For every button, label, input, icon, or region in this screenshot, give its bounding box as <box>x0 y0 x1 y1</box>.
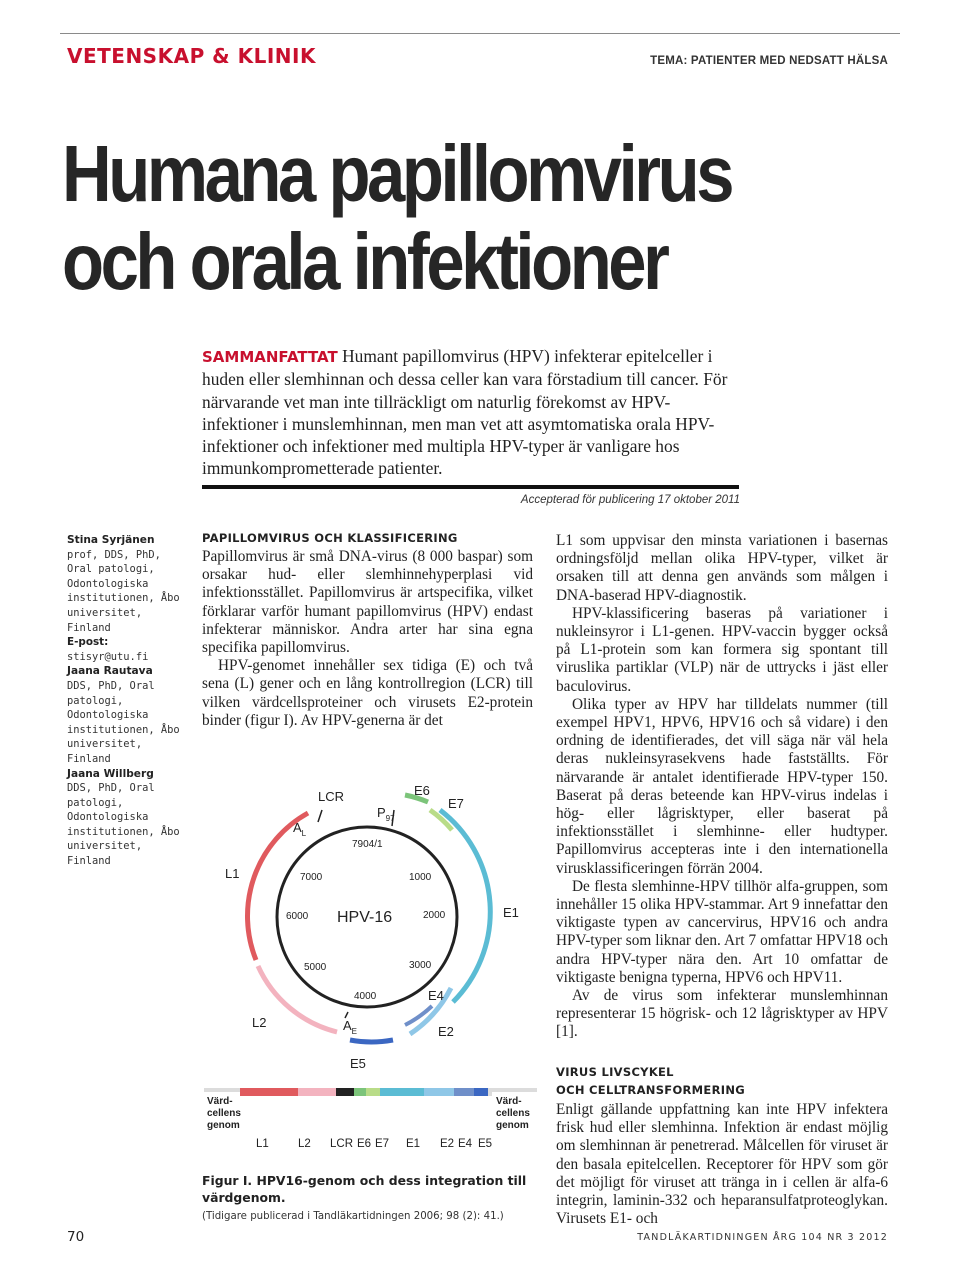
bar-e6 <box>354 1088 366 1096</box>
bar-l1 <box>240 1088 298 1096</box>
tick-label: 5000 <box>304 962 327 973</box>
gene-arc-e1 <box>440 810 490 1002</box>
paragraph: L1 som uppvisar den minsta variationen i basernas ordningsföljd mellan olika HPV-typer, vilket är orsaken till att denna gen används som målgen i DNA-baserad HPV-diagnostik. <box>556 532 888 604</box>
tick-label: 7000 <box>300 872 323 883</box>
host-left-label: Värd- cellens genom <box>207 1096 241 1131</box>
label-l1: L1 <box>225 866 240 881</box>
author-affiliation: DDS, PhD, Oral patologi, Odontologiska institutionen, Åbo universitet, Finland <box>67 679 180 765</box>
label-e5: E5 <box>350 1056 366 1071</box>
body-column-2 <box>556 532 888 1042</box>
summary-rule <box>202 485 739 489</box>
summary <box>202 345 738 480</box>
tick-label: 6000 <box>286 911 309 922</box>
author-block <box>67 533 192 869</box>
label-p97: $P_{97}$ <box>377 805 395 823</box>
journal-footer: TANDLÄKARTIDNINGEN ÅRG 104 NR 3 2012 <box>637 1232 888 1243</box>
paragraph: HPV-klassificering baseras på variationer i nukleinsyror i L1-genen. HPV-vaccin bygger också på L1-protein som kan formera sig spontant till viruslika partiklar (VLP) när de uttrycks i jäst eller baculovirus. <box>556 604 888 695</box>
summary-text: Humant papillomvirus (HPV) infekterar epitelceller i huden eller slemhinnan och dessa celler kan vara förstadium till cancer. För närvarande vet man inte tillräckligt om naturlig förekomst av HPV-infektioner i munslemhinnan, men man vet att asymtomatiska orala HPV-infektioner och infektioner med multipla HPV-typer är vanligare hos immunkomprometterade patienter. <box>202 346 728 479</box>
label-al: $A_L$ <box>293 820 307 838</box>
figure-caption: Figur I. HPV16-genom och dess integration till värdgenom. <box>202 1173 527 1205</box>
body-column-3 <box>556 1101 888 1228</box>
paragraph: Papillomvirus är små DNA-virus (8 000 baspar) som orsakar hud- eller slemhinnehyperplasi vid infektionsstället. Papillomvirus är artspecifika, vilket förklarar varför humant papillomvirus (HPV) endast infekterar människor. Andra arter har sina egna specifika papillomvirus. <box>202 548 533 657</box>
body-column-1 <box>202 548 533 730</box>
bar-labels: L1 L2 LCR E6 E7 E1 E2 E4 E5 <box>256 1138 493 1150</box>
label-l2: L2 <box>252 1015 267 1030</box>
lcr-marker <box>318 810 322 822</box>
label-lcr: LCR <box>318 789 345 804</box>
genome-diagram <box>200 770 540 1170</box>
label-7904: 7904/1 <box>352 839 383 850</box>
author-affiliation: prof, DDS, PhD, Oral patologi, Odontologiska institutionen, Åbo universitet, Finland <box>67 548 180 634</box>
figure-source: (Tidigare publicerad i Tandläkartidningen 2006; 98 (2): 41.) <box>202 1211 504 1222</box>
title-line-1: Humana papillomvirus <box>62 129 732 218</box>
article-title <box>62 130 731 306</box>
label-hpv16: HPV-16 <box>337 909 393 926</box>
paragraph: Enligt gällande uppfattning kan inte HPV infektera frisk hud eller slemhinna. Infektion är endast möjlig om slemhinnan är penetrerad. Målcellen för viruset är den basala epitelcellen. Receptorer för HPV som gör det möjligt för viruset att tränga in i cellen är alfa-6 integrin, laminin-332 och heparansulfatproteoglykan. Virusets E1- och <box>556 1101 888 1228</box>
label-e2: E2 <box>438 1024 454 1039</box>
label-ae: $A_E$ <box>343 1018 358 1036</box>
accepted-date: Accepterad för publicering 17 oktober 2011 <box>520 494 740 506</box>
gene-arc-l1 <box>248 813 308 960</box>
label-e7: E7 <box>448 796 464 811</box>
section-heading-line-2: OCH CELLTRANSFORMERING <box>556 1082 745 1097</box>
top-rule <box>60 33 900 34</box>
tick-label: 1000 <box>409 872 432 883</box>
theme-label: TEMA: PATIENTER MED NEDSATT HÄLSA <box>650 55 888 67</box>
hpv16-genome-figure <box>200 770 540 1170</box>
title-line-2: och orala infektioner <box>62 217 667 306</box>
tick-label: 4000 <box>354 991 377 1002</box>
email-address[interactable]: stisyr@utu.fi <box>67 650 149 663</box>
label-e4: E4 <box>428 988 444 1003</box>
email-label: E-post: <box>67 636 109 649</box>
label-e1: E1 <box>503 905 519 920</box>
label-e6: E6 <box>414 783 430 798</box>
bar-e4 <box>454 1088 474 1096</box>
bar-e2 <box>424 1088 454 1096</box>
author-name: Jaana Rautava <box>67 665 153 678</box>
paragraph: HPV-genomet innehåller sex tidiga (E) och två sena (L) gener och en lång kontrollregion (LCR) till vilken värdcellsproteiner och virusets E2-protein binder (figur I). Av HPV-generna är det <box>202 657 533 729</box>
bar-e7 <box>366 1088 380 1096</box>
paragraph: Olika typer av HPV har tilldelats nummer (till exempel HPV1, HPV6, HPV16 och så vidare) i den ordning de identifierades, det vill säga när väl hela deras nukleinsyrasekvens hade fastställts. För närvarande är antalet identifierade HPV-typer 150. Baserat på deras beteende kan HPV-virus indelas i hög- eller lågrisktyper, eller baserat på infektionsstället i slemhinne- eller hudtyper. Papillomvirus accepteras inte i den internationella virusklassificeringen förrän 2004. <box>556 695 888 877</box>
bar-e1 <box>380 1088 424 1096</box>
summary-lead: SAMMANFATTAT <box>202 348 338 366</box>
bar-l2 <box>298 1088 336 1096</box>
tick-label: 3000 <box>409 960 432 971</box>
page-number: 70 <box>67 1229 85 1245</box>
section-label: VETENSKAP & KLINIK <box>67 44 316 68</box>
author-name: Stina Syrjänen <box>67 534 155 546</box>
gene-arc-e5 <box>350 1040 393 1042</box>
section-heading: PAPILLOMVIRUS OCH KLASSIFICERING <box>202 531 458 545</box>
section-heading <box>556 1064 745 1099</box>
section-heading-line-1: VIRUS LIVSCYKEL <box>556 1065 674 1079</box>
bar-e5 <box>474 1088 488 1096</box>
paragraph: Av de virus som infekterar munslemhinnan representerar 15 högrisk- och 12 lågrisktyper av HPV [1]. <box>556 987 888 1041</box>
host-right-label: Värd- cellens genom <box>496 1096 530 1131</box>
bar-lcr <box>336 1088 354 1096</box>
author-affiliation: DDS, PhD, Oral patologi, Odontologiska institutionen, Åbo universitet, Finland <box>67 782 180 868</box>
paragraph: De flesta slemhinne-HPV tillhör alfa-gruppen, som innehåller 15 olika HPV-stammar. Art 9 innefattar den viktigaste typen av cancervirus, HPV16 och andra HPV-typer som liknar den. Art 7 omfattar HPV18 och andra HPV-typer nära den. Art 10 omfattar de viktigaste benigna typerna, HPV6 och HPV11. <box>556 877 888 986</box>
author-name: Jaana Willberg <box>67 767 154 780</box>
tick-label: 2000 <box>423 910 446 921</box>
